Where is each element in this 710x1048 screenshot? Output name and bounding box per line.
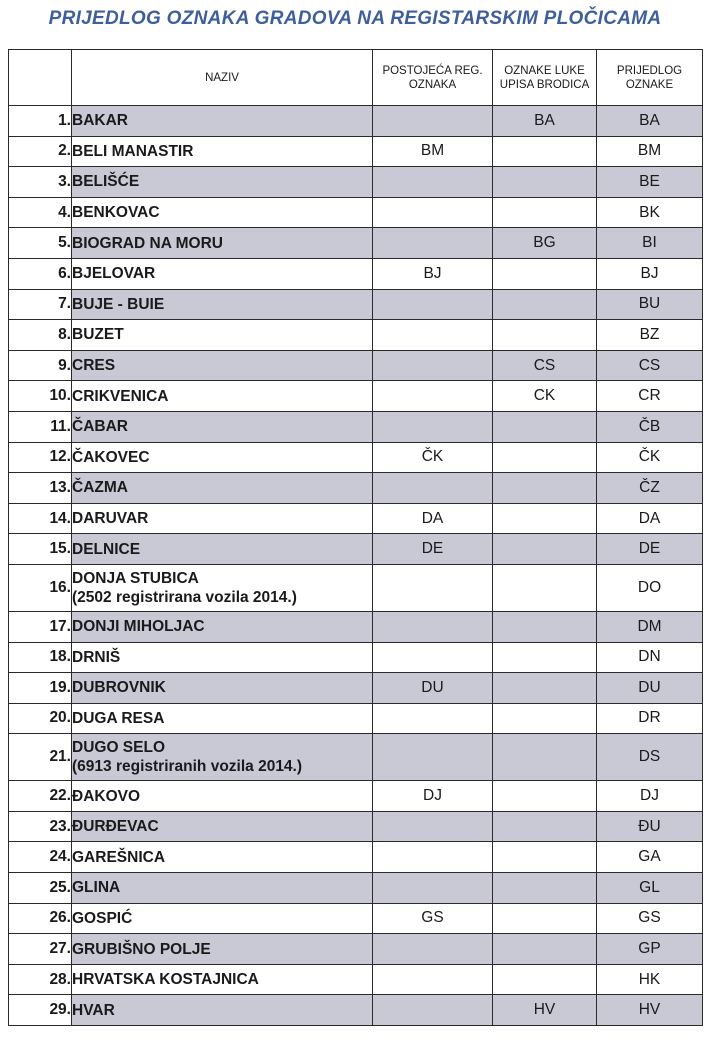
proposed-mark: GL	[597, 873, 703, 904]
row-number: 7.	[9, 289, 72, 320]
port-registration-mark	[493, 673, 597, 704]
table-row	[9, 642, 703, 673]
city-name-text: DUBROVNIK	[72, 679, 166, 697]
row-number: 28.	[9, 964, 72, 995]
table-row	[9, 106, 703, 137]
city-name	[72, 964, 373, 995]
table-row	[9, 167, 703, 198]
table-body	[9, 106, 703, 1026]
row-number: 4.	[9, 197, 72, 228]
city-name-text: DARUVAR	[72, 510, 149, 528]
existing-reg-mark	[373, 411, 493, 442]
existing-reg-mark: BM	[373, 136, 493, 167]
city-name	[72, 136, 373, 167]
proposed-mark: GP	[597, 934, 703, 965]
existing-reg-mark	[373, 106, 493, 137]
table-row	[9, 503, 703, 534]
city-name	[72, 781, 373, 812]
header-port-marks: OZNAKE LUKE UPISA BRODICA	[493, 50, 597, 106]
port-registration-mark	[493, 964, 597, 995]
city-name	[72, 611, 373, 642]
existing-reg-mark	[373, 320, 493, 351]
proposed-mark: DU	[597, 673, 703, 704]
city-name	[72, 734, 373, 781]
row-number: 17.	[9, 611, 72, 642]
city-note: (2502 registrirana vozila 2014.)	[72, 588, 297, 606]
table-row	[9, 228, 703, 259]
proposed-mark: DJ	[597, 781, 703, 812]
port-registration-mark	[493, 197, 597, 228]
city-name-text: BENKOVAC	[72, 204, 160, 222]
proposed-mark: DR	[597, 703, 703, 734]
city-name-text: HRVATSKA KOSTAJNICA	[72, 971, 259, 989]
existing-reg-mark	[373, 228, 493, 259]
city-name	[72, 228, 373, 259]
header-number	[9, 50, 72, 106]
port-registration-mark	[493, 811, 597, 842]
city-name-text: BUZET	[72, 326, 124, 344]
city-name-text: DELNICE	[72, 540, 141, 558]
row-number: 25.	[9, 873, 72, 904]
port-registration-mark: BG	[493, 228, 597, 259]
plates-table	[8, 49, 703, 1026]
city-name	[72, 903, 373, 934]
city-note: (6913 registriranih vozila 2014.)	[72, 758, 303, 776]
proposed-mark: DS	[597, 734, 703, 781]
table-row	[9, 411, 703, 442]
port-registration-mark	[493, 611, 597, 642]
row-number: 13.	[9, 473, 72, 504]
existing-reg-mark	[373, 197, 493, 228]
port-registration-mark	[493, 136, 597, 167]
city-name-text: DRNIŠ	[72, 648, 121, 666]
row-number: 22.	[9, 781, 72, 812]
row-number: 20.	[9, 703, 72, 734]
row-number: 15.	[9, 534, 72, 565]
proposed-mark: BU	[597, 289, 703, 320]
city-name	[72, 473, 373, 504]
existing-reg-mark	[373, 842, 493, 873]
row-number: 23.	[9, 811, 72, 842]
row-number: 3.	[9, 167, 72, 198]
row-number: 14.	[9, 503, 72, 534]
proposed-mark: DO	[597, 564, 703, 611]
proposed-mark: DM	[597, 611, 703, 642]
table-row	[9, 734, 703, 781]
existing-reg-mark	[373, 289, 493, 320]
row-number: 8.	[9, 320, 72, 351]
table-row	[9, 564, 703, 611]
existing-reg-mark	[373, 703, 493, 734]
existing-reg-mark: DE	[373, 534, 493, 565]
city-name	[72, 503, 373, 534]
row-number: 21.	[9, 734, 72, 781]
city-name-text: DUGO SELO	[72, 739, 166, 757]
city-name	[72, 934, 373, 965]
port-registration-mark	[493, 703, 597, 734]
document-title: PRIJEDLOG OZNAKA GRADOVA NA REGISTARSKIM PLOČICAMA	[48, 8, 662, 29]
city-name	[72, 197, 373, 228]
port-registration-mark: BA	[493, 106, 597, 137]
proposed-mark: DE	[597, 534, 703, 565]
port-registration-mark	[493, 842, 597, 873]
proposed-mark: ČZ	[597, 473, 703, 504]
port-registration-mark	[493, 473, 597, 504]
port-registration-mark	[493, 442, 597, 473]
row-number: 26.	[9, 903, 72, 934]
table-row	[9, 534, 703, 565]
port-registration-mark	[493, 503, 597, 534]
city-name-text: HVAR	[72, 1001, 115, 1019]
port-registration-mark	[493, 320, 597, 351]
city-name	[72, 289, 373, 320]
city-name-text: ČAZMA	[72, 479, 128, 497]
proposed-mark: BK	[597, 197, 703, 228]
existing-reg-mark	[373, 642, 493, 673]
city-name	[72, 167, 373, 198]
row-number: 11.	[9, 411, 72, 442]
table-row	[9, 873, 703, 904]
table-row	[9, 995, 703, 1026]
row-number: 19.	[9, 673, 72, 704]
proposed-mark: BZ	[597, 320, 703, 351]
city-name-text: BUJE - BUIE	[72, 295, 165, 313]
city-name	[72, 811, 373, 842]
proposed-mark: DN	[597, 642, 703, 673]
existing-reg-mark: BJ	[373, 258, 493, 289]
row-number: 1.	[9, 106, 72, 137]
row-number: 2.	[9, 136, 72, 167]
city-name-text: ĐURĐEVAC	[72, 818, 159, 836]
city-name	[72, 350, 373, 381]
table-row	[9, 136, 703, 167]
row-number: 16.	[9, 564, 72, 611]
existing-reg-mark	[373, 564, 493, 611]
city-name-text: CRIKVENICA	[72, 387, 169, 405]
port-registration-mark	[493, 642, 597, 673]
city-name-text: ČABAR	[72, 418, 128, 436]
existing-reg-mark: ČK	[373, 442, 493, 473]
existing-reg-mark: DU	[373, 673, 493, 704]
city-name	[72, 106, 373, 137]
proposed-mark: CS	[597, 350, 703, 381]
city-name	[72, 703, 373, 734]
table-row	[9, 320, 703, 351]
city-name-text: DONJI MIHOLJAC	[72, 618, 205, 636]
city-name-text: BIOGRAD NA MORU	[72, 234, 223, 252]
port-registration-mark	[493, 258, 597, 289]
port-registration-mark	[493, 734, 597, 781]
port-registration-mark: CK	[493, 381, 597, 412]
port-registration-mark	[493, 903, 597, 934]
city-name-text: GLINA	[72, 879, 121, 897]
table-row	[9, 811, 703, 842]
city-name-text: GAREŠNICA	[72, 848, 166, 866]
row-number: 9.	[9, 350, 72, 381]
port-registration-mark	[493, 411, 597, 442]
proposed-mark: BA	[597, 106, 703, 137]
proposed-mark: GA	[597, 842, 703, 873]
table-row	[9, 842, 703, 873]
port-registration-mark: CS	[493, 350, 597, 381]
city-name	[72, 873, 373, 904]
city-name-text: GRUBIŠNO POLJE	[72, 940, 211, 958]
existing-reg-mark: DJ	[373, 781, 493, 812]
table-row	[9, 781, 703, 812]
city-name-text: DUGA RESA	[72, 709, 165, 727]
city-name	[72, 381, 373, 412]
table-row	[9, 673, 703, 704]
table-row	[9, 197, 703, 228]
city-name	[72, 673, 373, 704]
table-row	[9, 473, 703, 504]
table-row	[9, 903, 703, 934]
existing-reg-mark: DA	[373, 503, 493, 534]
row-number: 24.	[9, 842, 72, 873]
table-row	[9, 258, 703, 289]
table-row	[9, 381, 703, 412]
proposed-mark: HV	[597, 995, 703, 1026]
header-name: NAZIV	[72, 50, 373, 106]
row-number: 5.	[9, 228, 72, 259]
table-row	[9, 611, 703, 642]
city-name	[72, 842, 373, 873]
city-name	[72, 411, 373, 442]
row-number: 12.	[9, 442, 72, 473]
row-number: 18.	[9, 642, 72, 673]
row-number: 29.	[9, 995, 72, 1026]
port-registration-mark	[493, 534, 597, 565]
existing-reg-mark	[373, 611, 493, 642]
city-name-text: CRES	[72, 357, 116, 375]
port-registration-mark	[493, 934, 597, 965]
city-name-text: ĐAKOVO	[72, 787, 141, 805]
existing-reg-mark	[373, 473, 493, 504]
proposed-mark: BM	[597, 136, 703, 167]
table-row	[9, 350, 703, 381]
table-row	[9, 964, 703, 995]
proposed-mark: DA	[597, 503, 703, 534]
existing-reg-mark	[373, 934, 493, 965]
existing-reg-mark	[373, 381, 493, 412]
city-name-text: ČAKOVEC	[72, 448, 150, 466]
city-name-text: BELI MANASTIR	[72, 142, 194, 160]
proposed-mark: BJ	[597, 258, 703, 289]
city-name-text: BJELOVAR	[72, 265, 156, 283]
city-name-text: BELIŠĆE	[72, 173, 140, 191]
header-existing-reg: POSTOJEĆA REG. OZNAKA	[373, 50, 493, 106]
proposed-mark: ČB	[597, 411, 703, 442]
city-name	[72, 564, 373, 611]
proposed-mark: ĐU	[597, 811, 703, 842]
city-name	[72, 534, 373, 565]
city-name	[72, 642, 373, 673]
proposed-mark: BI	[597, 228, 703, 259]
port-registration-mark	[493, 781, 597, 812]
row-number: 6.	[9, 258, 72, 289]
port-registration-mark	[493, 289, 597, 320]
header-proposed: PRIJEDLOG OZNAKE	[597, 50, 703, 106]
existing-reg-mark	[373, 350, 493, 381]
existing-reg-mark	[373, 873, 493, 904]
row-number: 10.	[9, 381, 72, 412]
city-name	[72, 320, 373, 351]
proposed-mark: HK	[597, 964, 703, 995]
table-row	[9, 442, 703, 473]
existing-reg-mark	[373, 734, 493, 781]
proposed-mark: ČK	[597, 442, 703, 473]
table-row	[9, 703, 703, 734]
table-row	[9, 289, 703, 320]
city-name-text: GOSPIĆ	[72, 909, 133, 927]
port-registration-mark	[493, 873, 597, 904]
city-name	[72, 995, 373, 1026]
existing-reg-mark	[373, 167, 493, 198]
existing-reg-mark	[373, 964, 493, 995]
port-registration-mark	[493, 564, 597, 611]
row-number: 27.	[9, 934, 72, 965]
existing-reg-mark	[373, 811, 493, 842]
port-registration-mark: HV	[493, 995, 597, 1026]
table-row	[9, 934, 703, 965]
existing-reg-mark	[373, 995, 493, 1026]
city-name	[72, 258, 373, 289]
city-name-text: DONJA STUBICA	[72, 569, 199, 587]
proposed-mark: GS	[597, 903, 703, 934]
proposed-mark: CR	[597, 381, 703, 412]
table-header-row	[9, 50, 703, 106]
port-registration-mark	[493, 167, 597, 198]
proposed-mark: BE	[597, 167, 703, 198]
existing-reg-mark: GS	[373, 903, 493, 934]
city-name	[72, 442, 373, 473]
city-name-text: BAKAR	[72, 112, 128, 130]
